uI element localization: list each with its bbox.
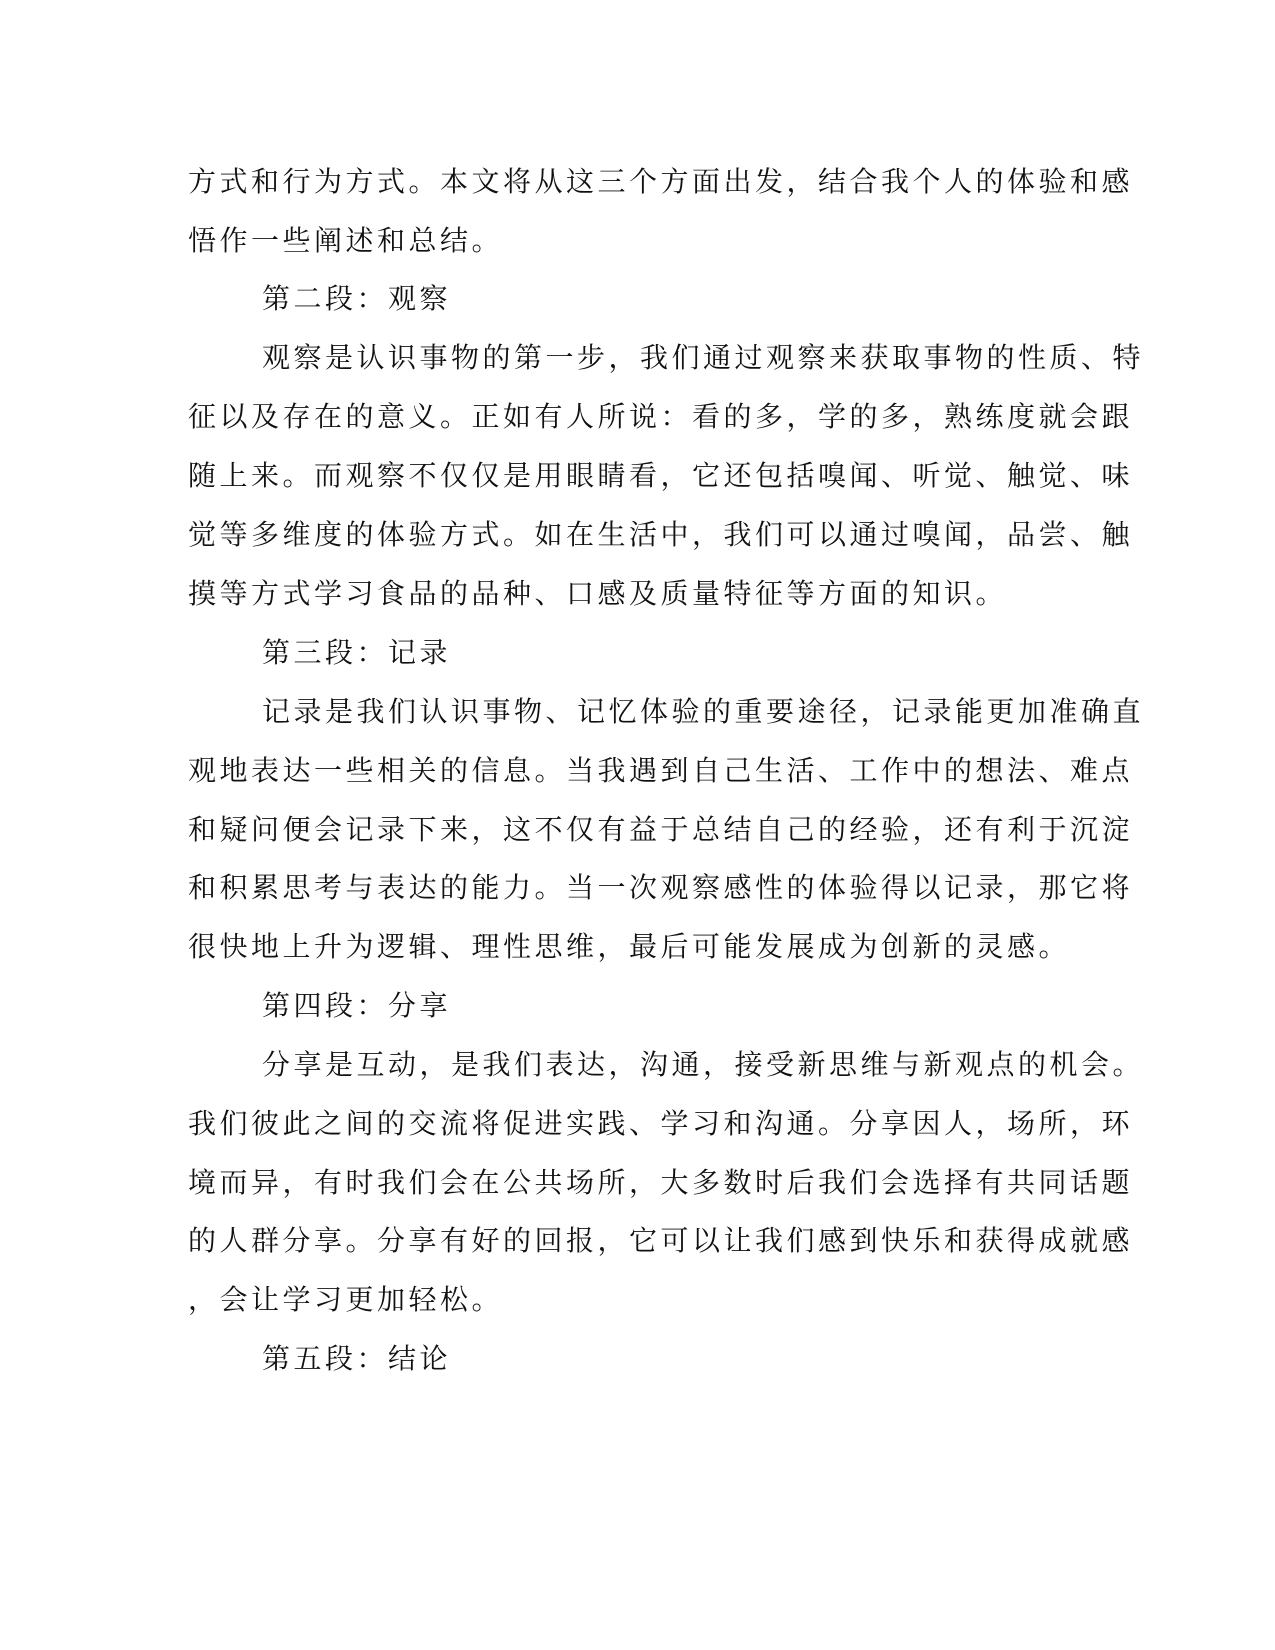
paragraph-line: 境而异，有时我们会在公共场所，大多数时后我们会选择有共同话题 [188, 1166, 1134, 1199]
section-heading-record: 第三段：记录 [262, 636, 452, 669]
section-heading-conclusion: 第五段：结论 [262, 1342, 452, 1375]
intro-line: 方式和行为方式。本文将从这三个方面出发，结合我个人的体验和感 [188, 165, 1134, 198]
paragraph-line: 随上来。而观察不仅仅是用眼睛看，它还包括嗅闻、听觉、触觉、味 [188, 459, 1134, 492]
paragraph-line: 觉等多维度的体验方式。如在生活中，我们可以通过嗅闻，品尝、触 [188, 518, 1134, 551]
paragraph-line: 分享是互动，是我们表达，沟通，接受新思维与新观点的机会。 [262, 1048, 1145, 1081]
paragraph-line: 摸等方式学习食品的品种、口感及质量特征等方面的知识。 [188, 577, 1008, 610]
paragraph-line: 记录是我们认识事物、记忆体验的重要途径，记录能更加准确直 [262, 695, 1145, 728]
section-heading-share: 第四段：分享 [262, 989, 452, 1022]
paragraph-line: 我们彼此之间的交流将促进实践、学习和沟通。分享因人，场所，环 [188, 1107, 1134, 1140]
intro-line: 悟作一些阐述和总结。 [188, 224, 504, 257]
paragraph-line: 观察是认识事物的第一步，我们通过观察来获取事物的性质、特 [262, 341, 1145, 374]
paragraph-line: 和积累思考与表达的能力。当一次观察感性的体验得以记录，那它将 [188, 871, 1134, 904]
paragraph-line: 的人群分享。分享有好的回报，它可以让我们感到快乐和获得成就感 [188, 1224, 1134, 1257]
paragraph-line: 很快地上升为逻辑、理性思维，最后可能发展成为创新的灵感。 [188, 930, 1071, 963]
section-heading-observe: 第二段：观察 [262, 282, 452, 315]
paragraph-line: ，会让学习更加轻松。 [188, 1283, 504, 1316]
paragraph-line: 和疑问便会记录下来，这不仅有益于总结自己的经验，还有利于沉淀 [188, 813, 1134, 846]
paragraph-line: 观地表达一些相关的信息。当我遇到自己生活、工作中的想法、难点 [188, 754, 1134, 787]
paragraph-line: 征以及存在的意义。正如有人所说：看的多，学的多，熟练度就会跟 [188, 400, 1134, 433]
